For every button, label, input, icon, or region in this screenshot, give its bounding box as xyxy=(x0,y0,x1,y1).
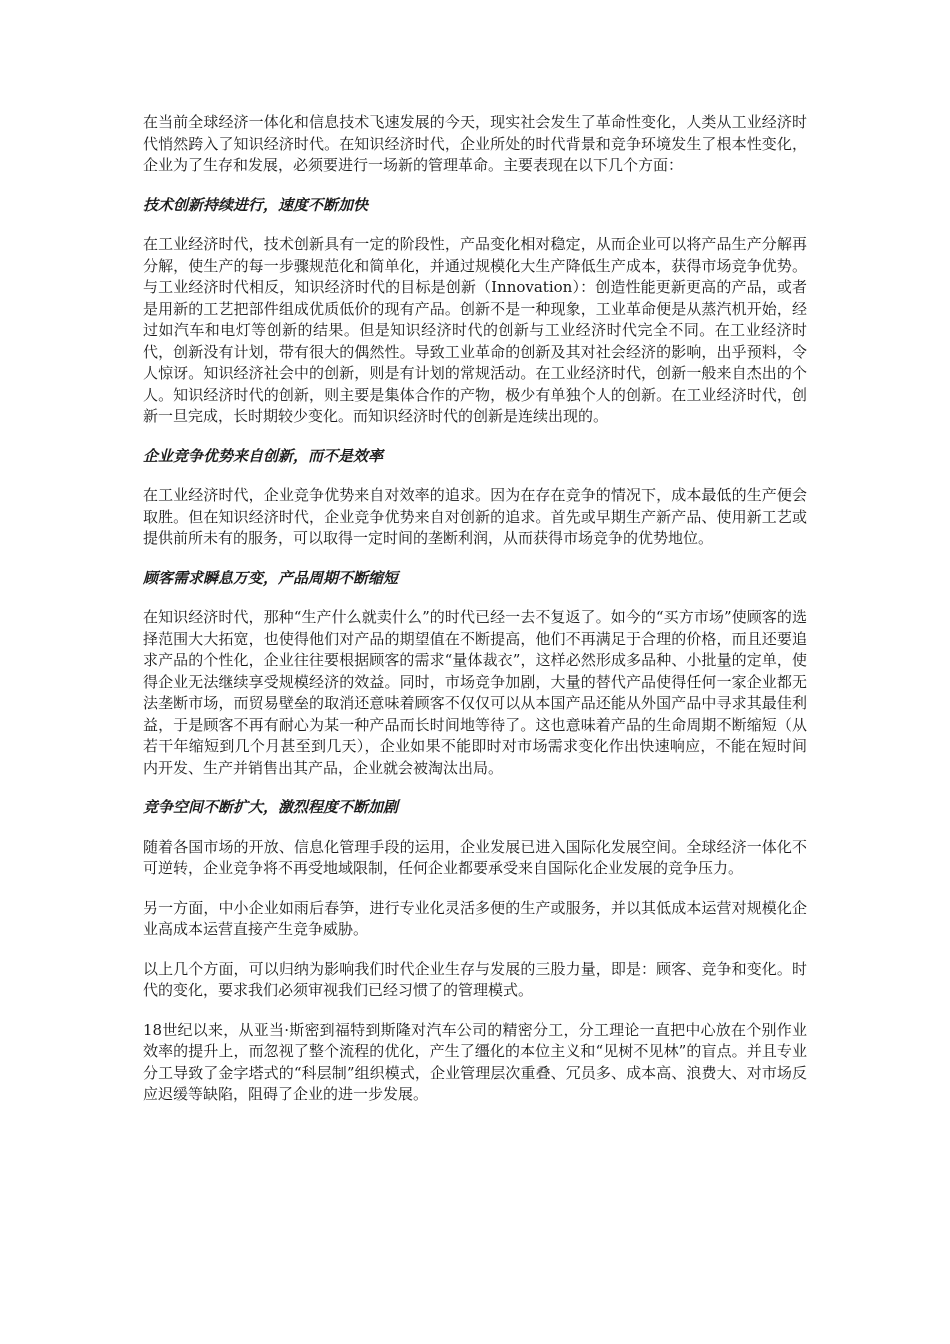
section-heading-competitive-advantage: 企业竞争优势来自创新，而不是效率 xyxy=(143,446,384,465)
paragraph-division-of-labor: 18世纪以来，从亚当·斯密到福特到斯隆对汽车公司的精密分工，分工理论一直把中心放在个别作业效率的提升上，而忽视了整个流程的优化，产生了缰化的本位主义和“见树不见林”的盲点。并且专业分工导致了金字塔式的“科层制”组织模式，企业管理层次重叠、冗员多、成本高、浪费大、对市场反应迟缓等缺陷，阻碍了企业的进一步发展。 xyxy=(143,1020,807,1103)
section-heading-customer-demand: 顾客需求瞬息万变，产品周期不断缩短 xyxy=(143,568,399,587)
paragraph-tech-innovation: 在工业经济时代，技术创新具有一定的阶段性，产品变化相对稳定，从而企业可以将产品生产分解再分解，使生产的每一步骤规范化和简单化，并通过规模化大生产降低生产成本，获得市场竞争优势。与工业经济时代相反，知识经济时代的目标是创新（Innovation）：创造性能更新更高的产品，或者是用新的工艺把部件组成优质低价的现有产品。创新不是一种现象，工业革命便是从蒸汽机开始，经过如汽车和电灯等创新的结果。但是知识经济时代的创新与工业经济时代完全不同。在工业经济时代，创新没有计划，带有很大的偶然性。导致工业革命的创新及其对社会经济的影响，出乎预料，令人惊讶。知识经济社会中的创新，则是有计划的常规活动。在工业经济时代，创新一般来自杰出的个人。知识经济时代的创新，则主要是集体合作的产物，极少有单独个人的创新。在工业经济时代，创新一旦完成，长时期较少变化。而知识经济时代的创新是连续出现的。 xyxy=(143,235,807,425)
paragraph-three-forces: 以上几个方面，可以归纳为影响我们时代企业生存与发展的三股力量，即是：顾客、竞争和变化。时代的变化，要求我们必须审视我们已经习惯了的管理模式。 xyxy=(143,959,807,999)
paragraph-competitive-advantage: 在工业经济时代，企业竞争优势来自对效率的追求。因为在存在竞争的情况下，成本最低的生产便会取胜。但在知识经济时代，企业竞争优势来自对创新的追求。首先或早期生产新产品、使用新工艺或提供前所未有的服务，可以取得一定时间的垄断利润，从而获得市场竞争的优势地位。 xyxy=(143,486,807,547)
section-heading-competition-space: 竞争空间不断扩大，激烈程度不断加剧 xyxy=(143,798,399,816)
paragraph-customer-demand: 在知识经济时代，那种“生产什么就卖什么”的时代已经一去不复返了。如今的“买方市场”使顾客的选择范围大大拓宽，也使得他们对产品的期望值在不断提高，他们不再满足于合理的价格，而且还要追求产品的个性化，企业往往要根据顾客的需求“量体裁衣”，这样必然形成多品种、小批量的定单，使得企业无法继续享受规模经济的效益。同时，市场竞争加剧，大量的替代产品使得任何一家企业都无法垄断市场，而贸易壁垒的取消还意味着顾客不仅仅可以从本国产品还能从外国产品中寻求其最佳利益，于是顾客不再有耐心为某一种产品而长时间地等待了。这也意味着产品的生命周期不断缩短（从若干年缩短到几个月甚至到几天），企业如果不能即时对市场需求变化作出快速响应，不能在短时间内开发、生产并销售出其产品，企业就会被淘汰出局。 xyxy=(143,608,807,777)
paragraph-competition-space: 随着各国市场的开放、信息化管理手段的运用，企业发展已进入国际化发展空间。全球经济一体化不可逆转，企业竞争将不再受地域限制，任何企业都要承受来自国际化企业发展的竞争压力。 xyxy=(143,837,807,877)
section-heading-tech-innovation: 技术创新持续进行，速度不断加快 xyxy=(143,195,369,214)
document-page xyxy=(143,112,807,1124)
intro-paragraph: 在当前全球经济一体化和信息技术飞速发展的今天，现实社会发生了革命性变化，人类从工业经济时代悄然跨入了知识经济时代。在知识经济时代，企业所处的时代背景和竞争环境发生了根本性变化，企业为了生存和发展，必须要进行一场新的管理革命。主要表现在以下几个方面： xyxy=(143,113,807,174)
paragraph-smes: 另一方面，中小企业如雨后春笋，进行专业化灵活多便的生产或服务，并以其低成本运营对规模化企业高成本运营直接产生竞争威胁。 xyxy=(143,898,807,938)
